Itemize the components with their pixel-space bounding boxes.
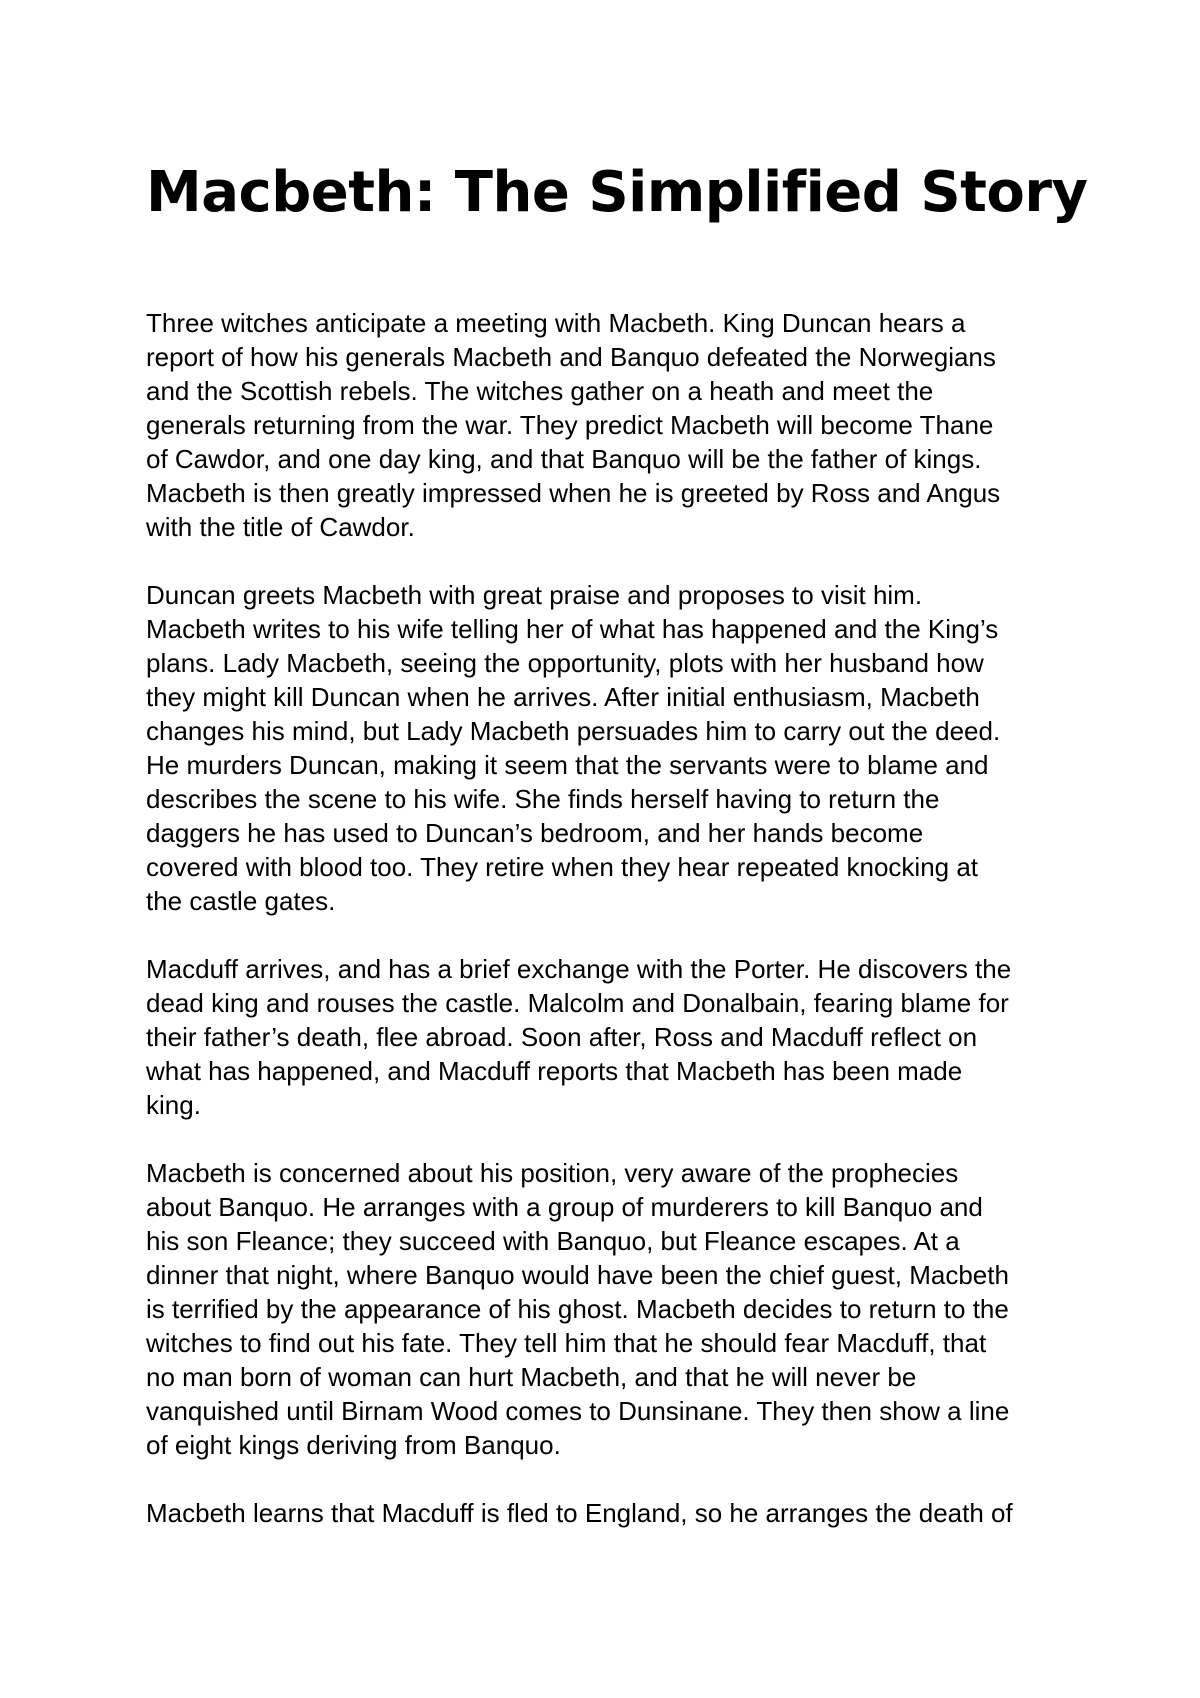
text-line: vanquished until Birnam Wood comes to Dunsinane. They then show a line bbox=[146, 1396, 1010, 1426]
document-body bbox=[146, 306, 1076, 1564]
text-line: Macbeth learns that Macduff is fled to England, so he arranges the death of bbox=[146, 1498, 1013, 1528]
paragraph-2 bbox=[146, 578, 1076, 918]
text-line: witches to find out his fate. They tell him that he should fear Macduff, that bbox=[146, 1328, 987, 1358]
paragraph-5 bbox=[146, 1496, 1076, 1530]
text-line: Macbeth is then greatly impressed when he is greeted by Ross and Angus bbox=[146, 478, 1001, 508]
text-line: Macbeth writes to his wife telling her of what has happened and the King’s bbox=[146, 614, 999, 644]
document-title: Macbeth: The Simplified Story bbox=[146, 160, 1088, 225]
text-line: what has happened, and Macduff reports that Macbeth has been made bbox=[146, 1056, 963, 1086]
paragraph-3 bbox=[146, 952, 1076, 1122]
text-line: dead king and rouses the castle. Malcolm and Donalbain, fearing blame for bbox=[146, 988, 1009, 1018]
text-line: report of how his generals Macbeth and Banquo defeated the Norwegians bbox=[146, 342, 996, 372]
text-line: generals returning from the war. They predict Macbeth will become Thane bbox=[146, 410, 994, 440]
text-line: no man born of woman can hurt Macbeth, and that he will never be bbox=[146, 1362, 917, 1392]
text-line: daggers he has used to Duncan’s bedroom, and her hands become bbox=[146, 818, 924, 848]
paragraph-1 bbox=[146, 306, 1076, 544]
text-line: covered with blood too. They retire when they hear repeated knocking at bbox=[146, 852, 979, 882]
text-line: Macbeth is concerned about his position, very aware of the prophecies bbox=[146, 1158, 959, 1188]
text-line: Three witches anticipate a meeting with Macbeth. King Duncan hears a bbox=[146, 308, 966, 338]
text-line: He murders Duncan, making it seem that the servants were to blame and bbox=[146, 750, 989, 780]
text-line: dinner that night, where Banquo would have been the chief guest, Macbeth bbox=[146, 1260, 1009, 1290]
text-line: their father’s death, flee abroad. Soon after, Ross and Macduff reflect on bbox=[146, 1022, 978, 1052]
text-line: about Banquo. He arranges with a group of murderers to kill Banquo and bbox=[146, 1192, 983, 1222]
text-line: is terrified by the appearance of his ghost. Macbeth decides to return to the bbox=[146, 1294, 1009, 1324]
text-line: Duncan greets Macbeth with great praise and proposes to visit him. bbox=[146, 580, 923, 610]
text-line: they might kill Duncan when he arrives. After initial enthusiasm, Macbeth bbox=[146, 682, 980, 712]
text-line: his son Fleance; they succeed with Banquo, but Fleance escapes. At a bbox=[146, 1226, 960, 1256]
text-line: and the Scottish rebels. The witches gather on a heath and meet the bbox=[146, 376, 934, 406]
paragraph-4 bbox=[146, 1156, 1076, 1462]
text-line: the castle gates. bbox=[146, 886, 336, 916]
text-line: describes the scene to his wife. She finds herself having to return the bbox=[146, 784, 940, 814]
text-line: with the title of Cawdor. bbox=[146, 512, 415, 542]
text-line: changes his mind, but Lady Macbeth persuades him to carry out the deed. bbox=[146, 716, 1001, 746]
text-line: Macduff arrives, and has a brief exchange with the Porter. He discovers the bbox=[146, 954, 1012, 984]
text-line: king. bbox=[146, 1090, 201, 1120]
text-line: of Cawdor, and one day king, and that Banquo will be the father of kings. bbox=[146, 444, 982, 474]
text-line: of eight kings deriving from Banquo. bbox=[146, 1430, 561, 1460]
text-line: plans. Lady Macbeth, seeing the opportunity, plots with her husband how bbox=[146, 648, 984, 678]
